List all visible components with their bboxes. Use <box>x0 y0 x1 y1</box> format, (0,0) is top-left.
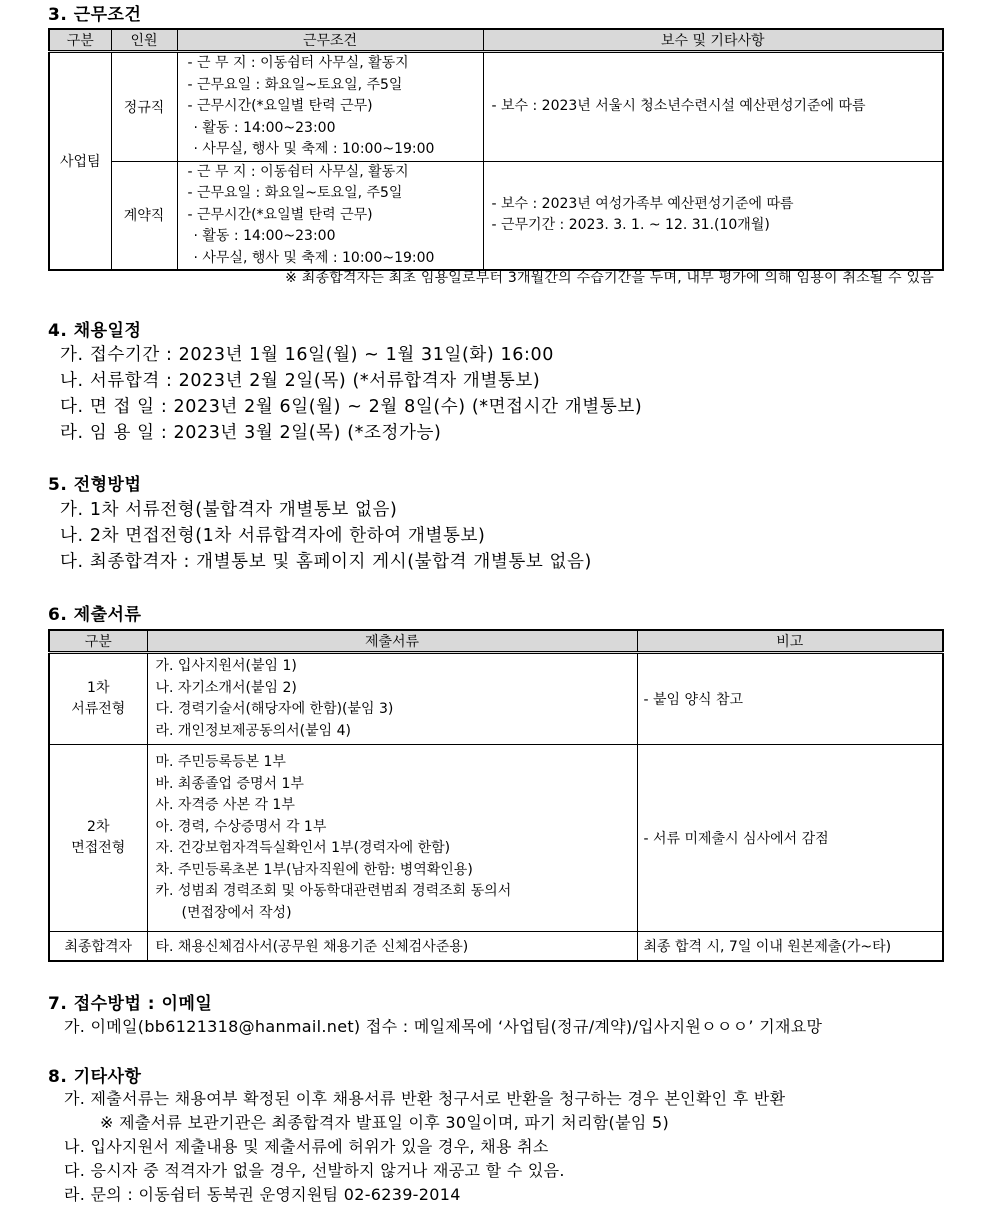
condition-line: - 근 무 지 : 이동쉼터 사무실, 활동지 <box>187 55 409 71</box>
remark-line: - 보수 : 2023년 여성가족부 예산편성기준에 따름 <box>491 195 794 212</box>
table-row <box>49 653 943 745</box>
condition-line: - 근 무 지 : 이동쉼터 사무실, 활동지 <box>187 163 409 180</box>
schedule-line: 라. 임 용 일 : 2023년 3월 2일(목) (*조정가능) <box>60 423 442 443</box>
application-method-line: 가. 이메일(bb6121318@hanmail.net) 접수 : 메일제목에 ‘사업팀(정규/계약)/입사지원ㅇㅇㅇ’ 기재요망 <box>64 1017 823 1036</box>
section-3-title: 3. 근무조건 <box>48 5 142 25</box>
condition-line: · 활동 : 14:00~23:00 <box>193 228 336 244</box>
document-line: 라. 개인정보제공동의서(붙임 4) <box>155 722 351 739</box>
table-header-row <box>49 630 943 653</box>
table-row <box>49 161 943 270</box>
category-cell <box>49 653 147 745</box>
header-note: 비고 <box>637 630 943 653</box>
category-line: 면접전형 <box>71 840 126 856</box>
employment-type: 정규직 <box>111 52 177 162</box>
note-cell: - 붙임 양식 참고 <box>637 653 943 745</box>
table-row <box>49 932 943 961</box>
schedule-line: 가. 접수기간 : 2023년 1월 16일(월) ~ 1월 31일(화) 16:00 <box>60 345 554 365</box>
category-cell <box>49 745 147 932</box>
remarks-cell <box>483 52 943 162</box>
category-line: 2차 <box>87 818 110 835</box>
note-cell: - 서류 미제출시 심사에서 감점 <box>637 745 943 932</box>
document-line: 마. 주민등록등본 1부 <box>155 754 286 770</box>
misc-line: ※ 제출서류 보관기관은 최종합격자 발표일 이후 30일이며, 파기 처리함(붙임 5) <box>100 1113 670 1132</box>
section-4-title: 4. 채용일정 <box>48 321 142 341</box>
section-8-title: 8. 기타사항 <box>48 1067 142 1087</box>
document-line: 가. 입사지원서(붙임 1) <box>155 658 297 674</box>
misc-line: 가. 제출서류는 채용여부 확정된 이후 채용서류 반환 청구서로 반환을 청구하는 경우 본인확인 후 반환 <box>64 1089 786 1108</box>
section-6-title: 6. 제출서류 <box>48 605 142 625</box>
condition-line: - 근무요일 : 화요일~토요일, 주5일 <box>187 185 403 201</box>
schedule-line: 다. 면 접 일 : 2023년 2월 6일(월) ~ 2월 8일(수) (*면접시간 개별통보) <box>60 397 643 417</box>
header-remarks: 보수 및 기타사항 <box>483 29 943 52</box>
selection-line: 가. 1차 서류전형(불합격자 개별통보 없음) <box>60 500 398 520</box>
category-cell: 최종합격자 <box>49 932 147 961</box>
condition-line: · 활동 : 14:00~23:00 <box>193 119 336 136</box>
conditions-cell <box>177 52 483 162</box>
document-line: 차. 주민등록초본 1부(남자직원에 한함: 병역확인용) <box>155 861 473 878</box>
section-5-title: 5. 전형방법 <box>48 475 142 495</box>
condition-line: · 사무실, 행사 및 축제 : 10:00~19:00 <box>193 141 435 157</box>
schedule-line: 나. 서류합격 : 2023년 2월 2일(목) (*서류합격자 개별통보) <box>60 371 541 391</box>
document-line: (면접장에서 작성) <box>181 904 292 921</box>
section-7-title: 7. 접수방법 : 이메일 <box>48 994 213 1014</box>
document-line: 다. 경력기술서(해당자에 한함)(붙임 3) <box>155 701 394 717</box>
document-line: 바. 최종졸업 증명서 1부 <box>155 775 304 792</box>
note-cell: 최종 합격 시, 7일 이내 원본제출(가~타) <box>637 932 943 961</box>
header-conditions: 근무조건 <box>177 29 483 52</box>
document-line: 카. 성범죄 경력조회 및 아동학대관련범죄 경력조회 동의서 <box>155 883 512 899</box>
document-line: 나. 자기소개서(붙임 2) <box>155 679 297 696</box>
condition-line: - 근무시간(*요일별 탄력 근무) <box>187 98 373 114</box>
table-header-row <box>49 29 943 52</box>
employment-type: 계약직 <box>111 161 177 270</box>
condition-line: - 근무시간(*요일별 탄력 근무) <box>187 206 373 223</box>
header-documents: 제출서류 <box>147 630 637 653</box>
team-cell: 사업팀 <box>49 52 111 271</box>
header-personnel: 인원 <box>111 29 177 52</box>
conditions-cell <box>177 161 483 270</box>
category-line: 1차 <box>87 679 110 696</box>
documents-cell <box>147 745 637 932</box>
header-category: 구분 <box>49 630 147 653</box>
documents-cell <box>147 653 637 745</box>
document-line: 사. 자격증 사본 각 1부 <box>155 797 295 813</box>
contact-line: 라. 문의 : 이동쉼터 동북권 운영지원팀 02-6239-2014 <box>64 1185 461 1204</box>
documents-table <box>48 629 944 962</box>
documents-cell: 타. 채용신체검사서(공무원 채용기준 신체검사준용) <box>147 932 637 961</box>
probation-note: ※ 최종합격자는 최초 임용일로부터 3개월간의 수습기간을 두며, 내부 평가에 의해 임용이 취소될 수 있음 <box>285 270 934 286</box>
condition-line: · 사무실, 행사 및 축제 : 10:00~19:00 <box>193 249 435 266</box>
work-conditions-table <box>48 28 944 271</box>
header-category: 구분 <box>49 29 111 52</box>
document-line: 자. 건강보험자격득실확인서 1부(경력자에 한함) <box>155 840 451 856</box>
selection-line: 나. 2차 면접전형(1차 서류합격자에 한하여 개별통보) <box>60 526 486 546</box>
misc-line: 나. 입사지원서 제출내용 및 제출서류에 허위가 있을 경우, 채용 취소 <box>64 1137 549 1156</box>
category-line: 서류전형 <box>71 701 126 717</box>
condition-line: - 근무요일 : 화요일~토요일, 주5일 <box>187 76 403 93</box>
document-line: 아. 경력, 수상증명서 각 1부 <box>155 818 327 835</box>
selection-line: 다. 최종합격자 : 개별통보 및 홈페이지 게시(불합격 개별통보 없음) <box>60 552 592 572</box>
remark-line: - 보수 : 2023년 서울시 청소년수련시설 예산편성기준에 따름 <box>491 98 866 114</box>
misc-line: 다. 응시자 중 적격자가 없을 경우, 선발하지 않거나 재공고 할 수 있음. <box>64 1161 565 1180</box>
remarks-cell <box>483 161 943 270</box>
remark-line: - 근무기간 : 2023. 3. 1. ~ 12. 31.(10개월) <box>491 217 770 234</box>
table-row <box>49 745 943 932</box>
table-row <box>49 52 943 162</box>
